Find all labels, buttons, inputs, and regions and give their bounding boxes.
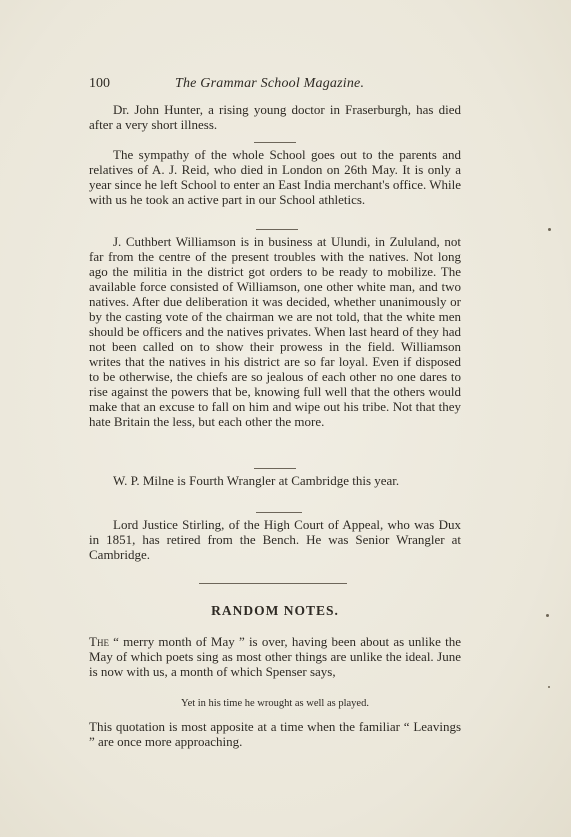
note-hunter: Dr. John Hunter, a rising young doctor in Fraserburgh, has died after a very short illness.	[89, 102, 461, 132]
paragraph-text: “ merry month of May ” is over, having been about as unlike the May of which poets sing as most other things are unlike the ideal. June is now with us, a month of which Spenser says,	[89, 634, 461, 679]
page-number: 100	[89, 76, 110, 91]
random-notes-paragraph	[89, 634, 461, 679]
separator-rule	[254, 142, 296, 143]
separator-rule	[254, 468, 296, 469]
section-divider	[199, 583, 347, 584]
section-heading: RANDOM NOTES.	[211, 603, 339, 618]
separator-rule	[256, 229, 298, 230]
paper-speck	[548, 228, 551, 231]
running-title: The Grammar School Magazine.	[175, 76, 365, 91]
note-milne: W. P. Milne is Fourth Wrangler at Cambridge this year.	[113, 473, 400, 488]
paper-speck	[546, 614, 549, 617]
lead-word: The	[89, 634, 109, 649]
note-reid: The sympathy of the whole School goes out to the parents and relatives of A. J. Reid, who died in London on 26th May. It is only a year since he left School to enter an East India merchant's office. While with us he took an active part in our School athletics.	[89, 147, 461, 207]
closing-paragraph: This quotation is most apposite at a time when the familiar “ Leavings ” are once more approaching.	[89, 719, 461, 749]
spenser-quotation: Yet in his time he wrought as well as played.	[181, 698, 369, 709]
paper-speck	[548, 686, 550, 688]
page-header	[89, 76, 461, 94]
note-williamson: J. Cuthbert Williamson is in business at Ulundi, in Zululand, not far from the centre of the present troubles with the natives. Not long ago the militia in the district got orders to be ready to mobilize. The available force consisted of Williamson, one other white man, and two natives. After due deliberation it was decided, whether unanimously or by the casting vote of the chairman we are not told, that the white men should be officers and the natives privates. When last heard of they had not been called on to show their prowess in the field. Williamson writes that the natives in his district are so far loyal. Even if disposed to be otherwise, the chiefs are so jealous of each other no one dares to rise against the powers that be, knowing full well that the others would make that an excuse to fall on him and wipe out his tribe. Not that they hate Britain the less, but each other the more.	[89, 234, 461, 429]
note-stirling: Lord Justice Stirling, of the High Court of Appeal, who was Dux in 1851, has retired from the Bench. He was Senior Wrangler at Cambridge.	[89, 517, 461, 562]
separator-rule	[256, 512, 302, 513]
